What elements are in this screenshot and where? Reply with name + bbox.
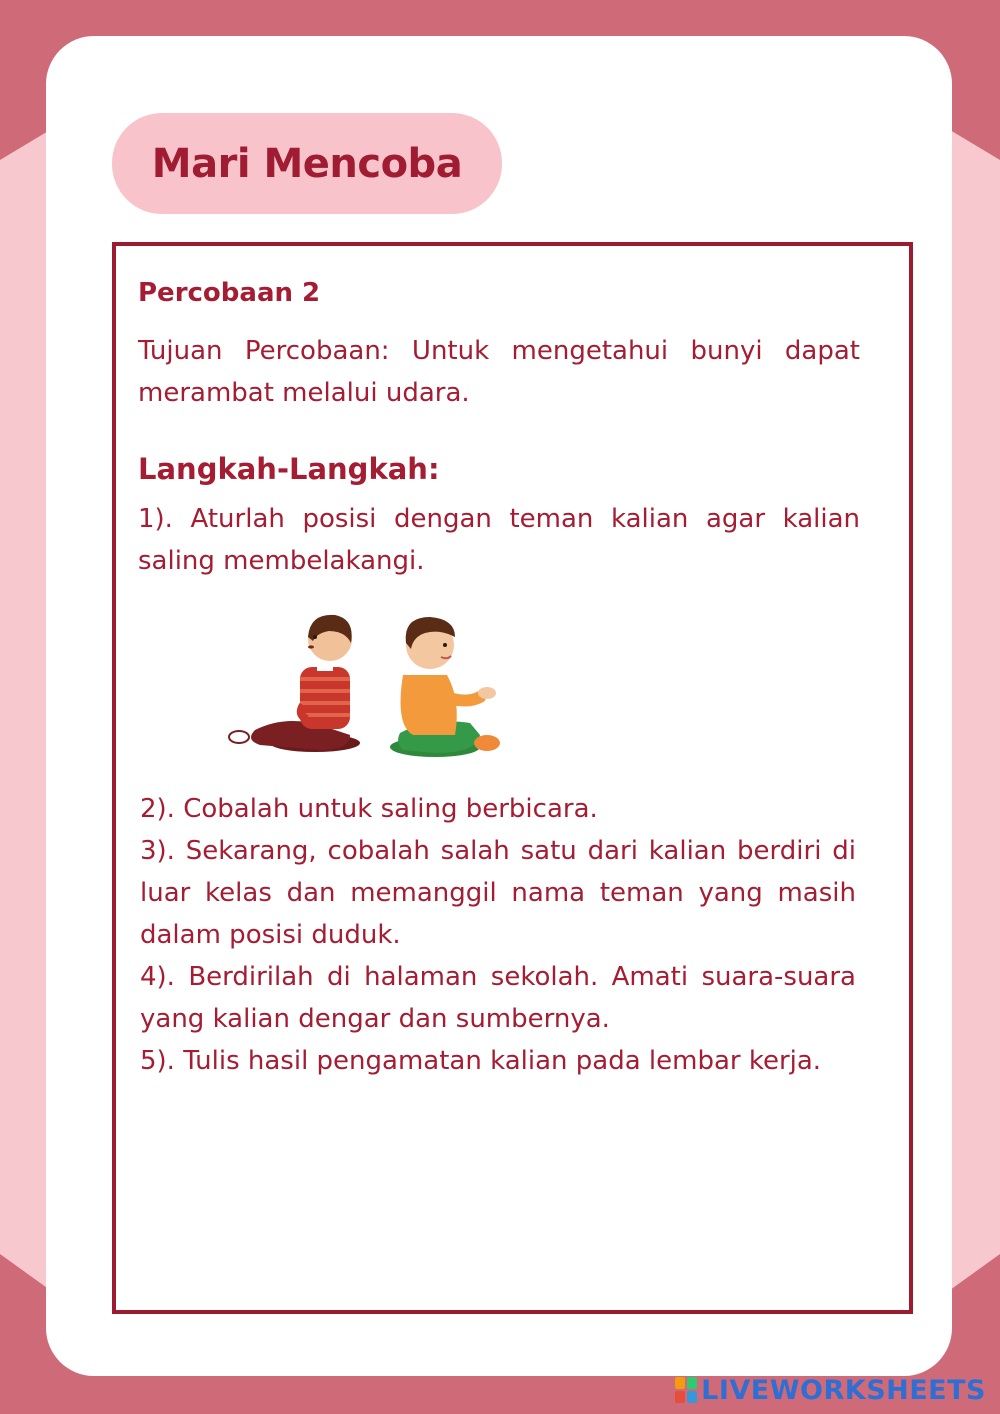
- step-3: 3). Sekarang, cobalah salah satu dari kalian berdiri di luar kelas dan memanggil nama teman yang masih dalam posisi duduk.: [140, 836, 856, 950]
- experiment-heading: Percobaan 2: [138, 278, 321, 308]
- experiment-purpose: Tujuan Percobaan: Untuk mengetahui bunyi dapat merambat melalui udara.: [138, 336, 860, 408]
- watermark-text: LIVEWORKSHEETS: [701, 1374, 986, 1406]
- child-left-figure: [229, 615, 360, 752]
- liveworksheets-logo-icon: [675, 1377, 697, 1403]
- steps-list: [140, 788, 856, 1082]
- step-4: 4). Berdirilah di halaman sekolah. Amati suara-suara yang kalian dengar dan sumbernya.: [140, 962, 856, 1034]
- liveworksheets-watermark: [675, 1374, 986, 1406]
- step-5: 5). Tulis hasil pengamatan kalian pada lembar kerja.: [140, 1046, 822, 1076]
- step-1: 1). Aturlah posisi dengan teman kalian agar kalian saling membelakangi.: [138, 504, 860, 576]
- page-title: Mari Mencoba: [112, 113, 502, 214]
- child-right-figure: [390, 617, 500, 757]
- steps-heading: Langkah-Langkah:: [138, 452, 440, 486]
- children-back-to-back-illustration: [225, 605, 515, 760]
- step-2: 2). Cobalah untuk saling berbicara.: [140, 794, 598, 824]
